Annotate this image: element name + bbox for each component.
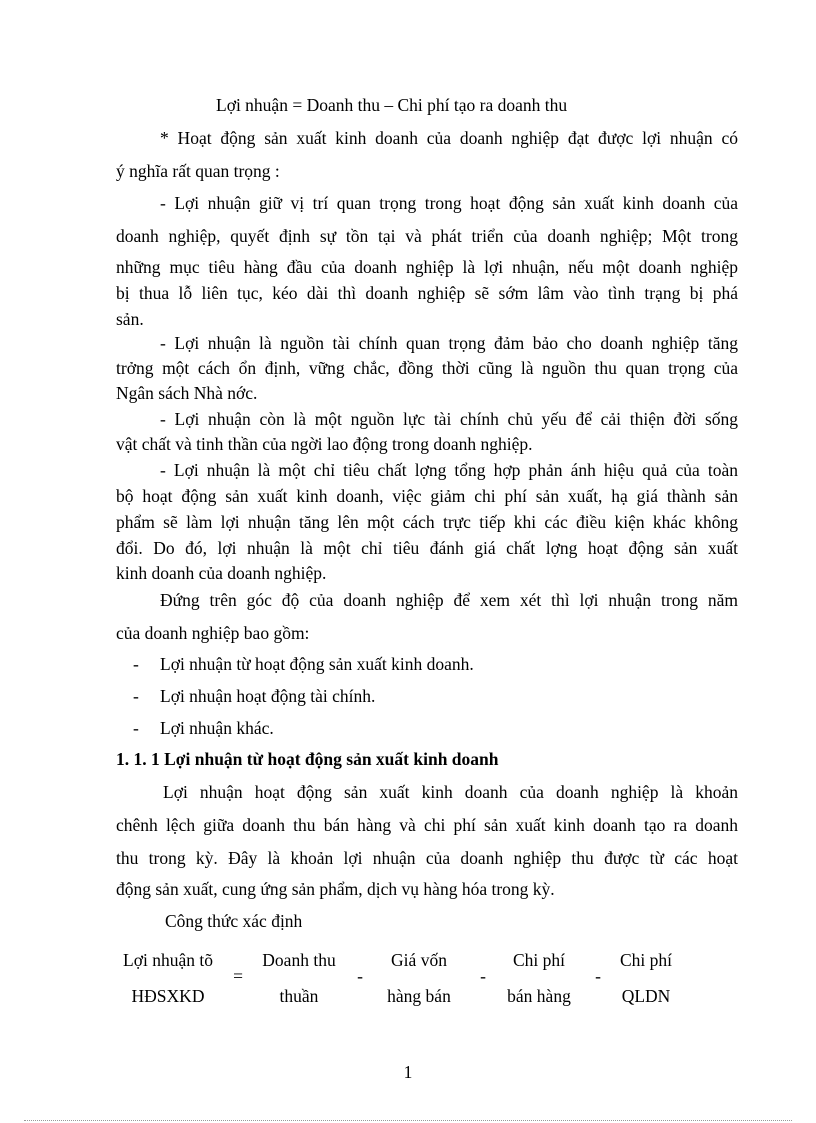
formula-intro: Công thức xác định <box>165 911 303 931</box>
section-heading: 1. 1. 1 Lợi nhuận từ hoạt động sản xuất kinh doanh <box>116 749 499 769</box>
bullet-text: Lợi nhuận hoạt động tài chính. <box>160 686 376 706</box>
section-body-line-1: Lợi nhuận hoạt động sản xuất kinh doanh của doanh nghiệp là khoản <box>163 782 738 802</box>
point4-line-2: bộ hoạt động sản xuất kinh doanh, việc giảm chi phí sản xuất, hạ giá thành sản <box>116 486 738 506</box>
bullet-item <box>0 720 816 742</box>
formula-equals-sign: = <box>233 966 243 986</box>
point4-line-5: kinh doanh của doanh nghiệp. <box>116 563 327 583</box>
point4-line-4: đổi. Do đó, lợi nhuận là một chỉ tiêu đánh giá chất lợng hoạt động sản xuất <box>116 538 738 558</box>
bullet-marker: - <box>133 654 139 674</box>
formula-term3-top: Chi phí <box>512 950 566 970</box>
point1-line-1: - Lợi nhuận giữ vị trí quan trọng trong hoạt động sản xuất kinh doanh của <box>160 193 738 213</box>
formula-term2-bottom: hàng bán <box>387 986 451 1006</box>
point2-line-2: trởng một cách ổn định, vững chắc, đồng thời cũng là nguồn thu quan trọng của <box>116 358 738 378</box>
formula-minus-sign: - <box>595 966 601 986</box>
point4-line-3: phẩm sẽ làm lợi nhuận tăng lên một cách trực tiếp khi các điều kiện khác không <box>116 512 738 532</box>
formula-term1-top: Doanh thu <box>262 950 336 970</box>
perspective-line-1: Đứng trên góc độ của doanh nghiệp để xem xét thì lợi nhuận trong năm <box>160 590 738 610</box>
point1-line-4: bị thua lỗ liên tục, kéo dài thì doanh nghiệp sẽ sớm lâm vào tình trạng bị phá <box>116 283 738 303</box>
formula-minus-sign: - <box>480 966 486 986</box>
intro-line-2: ý nghĩa rất quan trọng : <box>116 161 280 181</box>
point3-line-2: vật chất và tinh thần của ngời lao động trong doanh nghiệp. <box>116 434 533 454</box>
point1-line-3: những mục tiêu hàng đầu của doanh nghiệp là lợi nhuận, nếu một doanh nghiệp <box>116 257 738 277</box>
page-number: 1 <box>403 1062 413 1082</box>
formula-term4-top: Chi phí <box>619 950 673 970</box>
point2-line-1: - Lợi nhuận là nguồn tài chính quan trọng đảm bảo cho doanh nghiệp tăng <box>160 333 738 353</box>
bullet-text: Lợi nhuận khác. <box>160 718 274 738</box>
page-bottom-divider <box>24 1120 792 1121</box>
point2-line-3: Ngân sách Nhà nớc. <box>116 383 258 403</box>
formula-term1-bottom: thuần <box>279 986 319 1006</box>
formula-lhs-bottom: HĐSXKD <box>131 986 205 1006</box>
profit-formula-line: Lợi nhuận = Doanh thu – Chi phí tạo ra doanh thu <box>216 95 568 115</box>
formula-term4-bottom: QLDN <box>621 986 671 1006</box>
point1-line-2: doanh nghiệp, quyết định sự tồn tại và phát triển của doanh nghiệp; Một trong <box>116 226 738 246</box>
formula-term3-bottom: bán hàng <box>507 986 571 1006</box>
bullet-marker: - <box>133 686 139 706</box>
section-body-line-2: chênh lệch giữa doanh thu bán hàng và chi phí sản xuất kinh doanh tạo ra doanh <box>116 815 738 835</box>
section-body-line-3: thu trong kỳ. Đây là khoản lợi nhuận của doanh nghiệp thu được từ các hoạt <box>116 848 738 868</box>
formula-lhs-top: Lợi nhuận tõ <box>123 950 213 970</box>
perspective-line-2: của doanh nghiệp bao gồm: <box>116 623 310 643</box>
bullet-text: Lợi nhuận từ hoạt động sản xuất kinh doanh. <box>160 654 474 674</box>
formula-minus-sign: - <box>357 966 363 986</box>
intro-line-1: * Hoạt động sản xuất kinh doanh của doanh nghiệp đạt được lợi nhuận có <box>160 128 738 148</box>
point1-line-5: sản. <box>116 309 144 329</box>
bullet-marker: - <box>133 718 139 738</box>
point3-line-1: - Lợi nhuận còn là một nguồn lực tài chính chủ yếu để cải thiện đời sống <box>160 409 738 429</box>
bullet-item <box>0 656 816 678</box>
point4-line-1: - Lợi nhuận là một chỉ tiêu chất lợng tổng hợp phản ánh hiệu quả của toàn <box>160 460 738 480</box>
formula-term2-top: Giá vốn <box>391 950 447 970</box>
section-body-line-4: động sản xuất, cung ứng sản phẩm, dịch vụ hàng hóa trong kỳ. <box>116 879 555 899</box>
bullet-item <box>0 688 816 710</box>
